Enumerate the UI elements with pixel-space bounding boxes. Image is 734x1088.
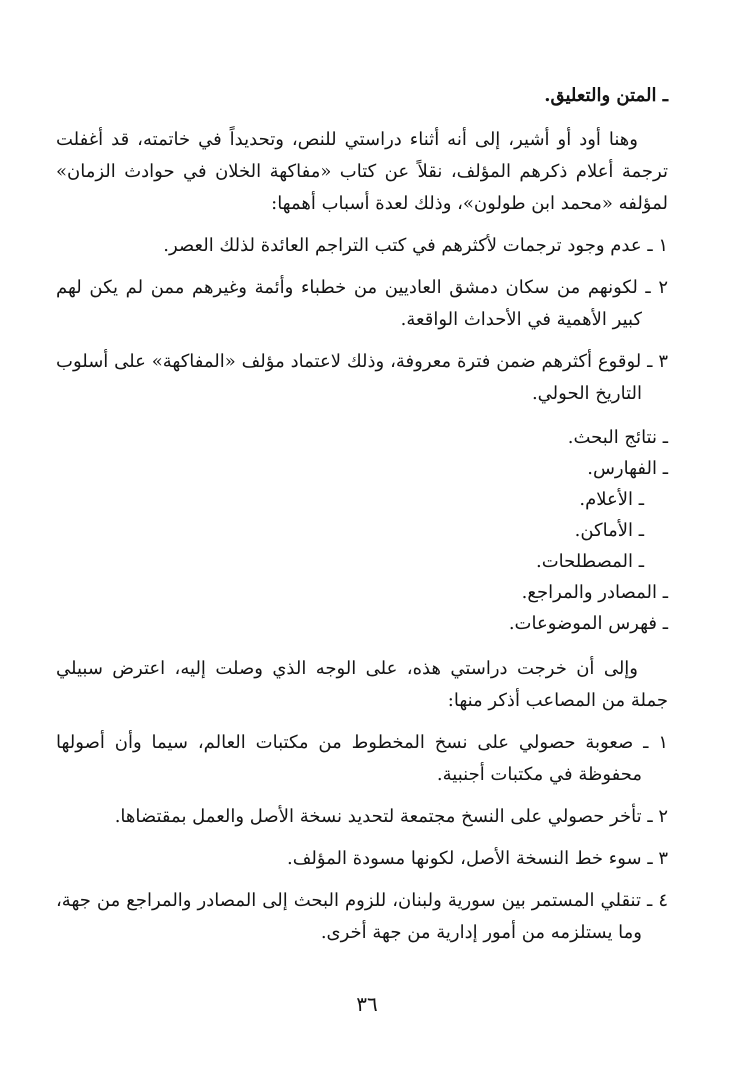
contents-item: ـ فهرس الموضوعات.	[508, 613, 668, 634]
difficulty-item: ٣ ـ سوء خط النسخة الأصل، لكونها مسودة المؤلف.	[286, 848, 668, 869]
reason-item: ١ ـ عدم وجود ترجمات لأكثرهم في كتب التراجم العائدة لذلك العصر.	[163, 235, 668, 256]
difficulty-item: ٤ ـ تنقلي المستمر بين سورية ولبنان، للزوم البحث إلى المصادر والمراجع من جهة، وما يستلزمه من أمور إدارية من جهة أخرى.	[56, 890, 668, 943]
contents-item: ـ الفهارس.	[587, 458, 668, 479]
document-page	[56, 80, 668, 1040]
reason-item: ٣ ـ لوقوع أكثرهم ضمن فترة معروفة، وذلك لاعتماد مؤلف «المفاكهة» على أسلوب التاريخ الحولي.	[56, 351, 668, 404]
difficulties-paragraph: وإلى أن خرجت دراستي هذه، على الوجه الذي وصلت إليه، اعترض سبيلي جملة من المصاعب أذكر منها:	[56, 658, 668, 711]
page-number: ٣٦	[356, 992, 378, 1016]
contents-item: ـ المصادر والمراجع.	[521, 582, 668, 603]
contents-subitem: ـ الأعلام.	[579, 489, 644, 510]
section-heading: ـ المتن والتعليق.	[544, 85, 668, 106]
contents-subitem: ـ المصطلحات.	[536, 551, 644, 572]
contents-list	[56, 422, 668, 639]
reason-item: ٢ ـ لكونهم من سكان دمشق العاديين من خطباء وأئمة وغيرهم ممن لم يكن لهم كبير الأهمية في الأحداث الواقعة.	[56, 277, 668, 330]
intro-paragraph: وهنا أود أو أشير، إلى أنه أثناء دراستي للنص، وتحديداً في خاتمته، قد أغفلت ترجمة أعلام ذكرهم المؤلف، نقلاً عن كتاب «مفاكهة الخلان في حوادث الزمان» لمؤلفه «محمد ابن طولون»، وذلك لعدة أسباب أهمها:	[56, 129, 668, 214]
difficulty-item: ٢ ـ تأخر حصولي على النسخ مجتمعة لتحديد نسخة الأصل والعمل بمقتضاها.	[114, 806, 668, 827]
contents-subitem: ـ الأماكن.	[574, 520, 644, 541]
contents-item: ـ نتائج البحث.	[567, 427, 668, 448]
difficulty-item: ١ ـ صعوبة حصولي على نسخ المخطوط من مكتبات العالم، سيما وأن أصولها محفوظة في مكتبات أجنبية.	[56, 732, 668, 785]
